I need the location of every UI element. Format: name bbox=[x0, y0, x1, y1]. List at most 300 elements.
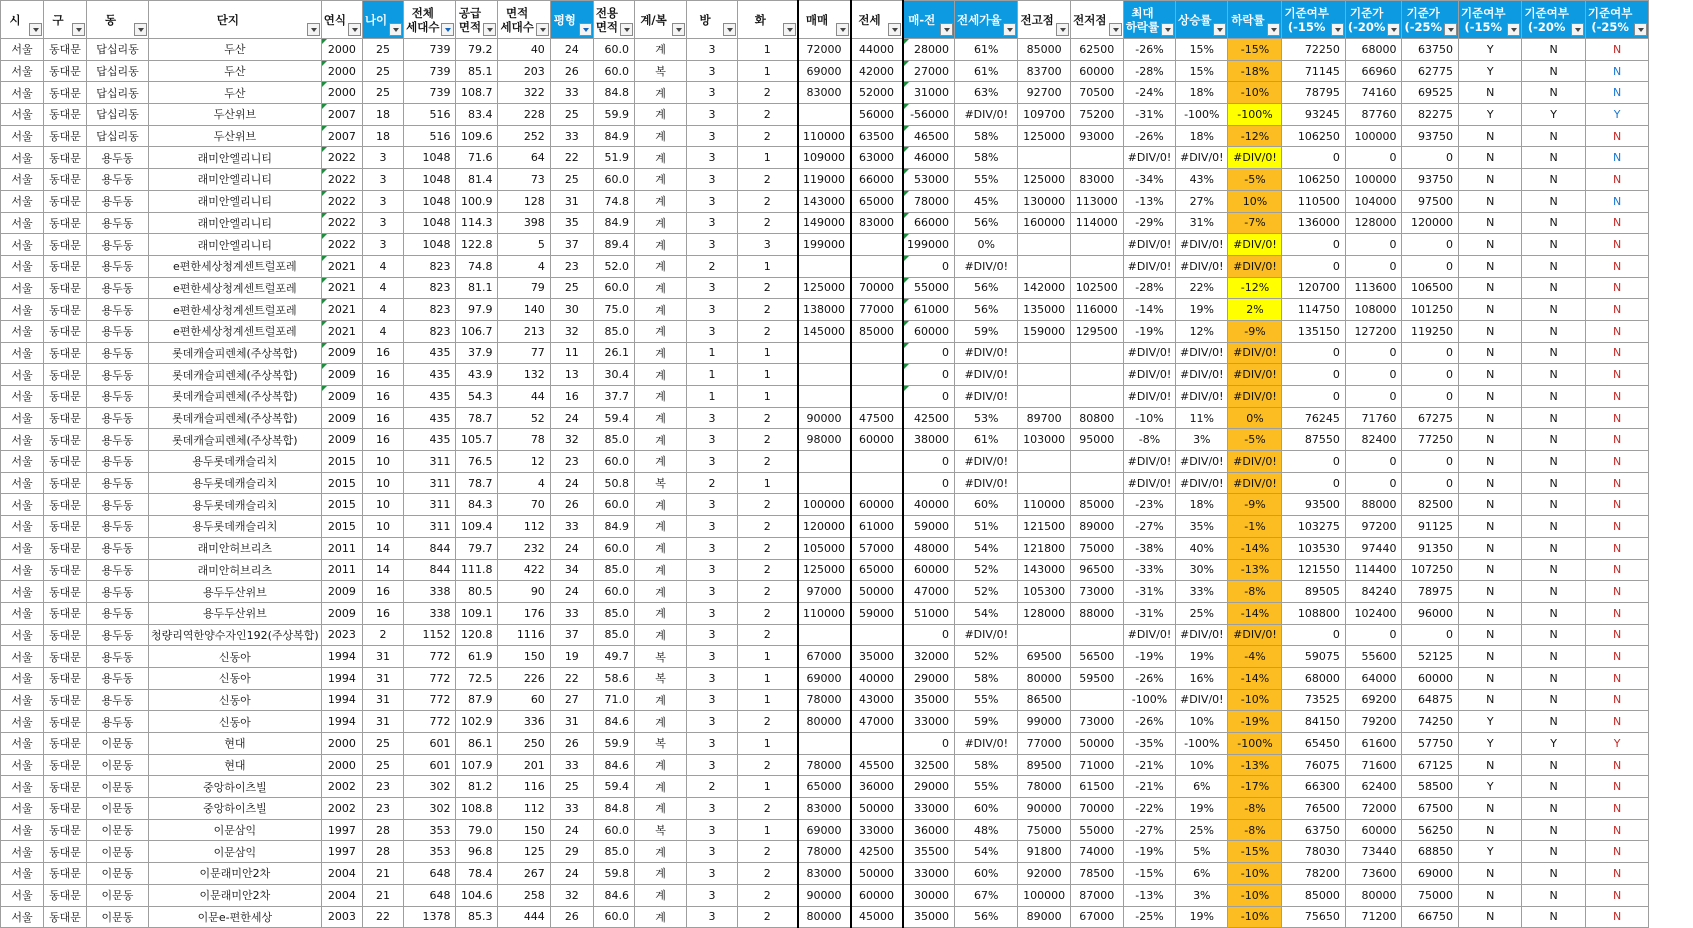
cell[interactable]: 22 bbox=[362, 906, 403, 928]
cell[interactable]: N bbox=[1522, 689, 1585, 711]
cell[interactable]: 228 bbox=[498, 104, 550, 126]
cell[interactable]: 동대문 bbox=[44, 320, 87, 342]
cell[interactable]: 2 bbox=[738, 82, 798, 104]
cell[interactable]: 신동아 bbox=[149, 646, 322, 668]
cell[interactable]: 45500 bbox=[851, 754, 903, 776]
cell[interactable]: 73 bbox=[498, 169, 550, 191]
cell[interactable]: 0 bbox=[903, 255, 955, 277]
cell[interactable]: N bbox=[1459, 624, 1522, 646]
cell[interactable]: 용두동 bbox=[87, 711, 149, 733]
cell[interactable]: 73525 bbox=[1282, 689, 1345, 711]
cell[interactable]: 동대문 bbox=[44, 212, 87, 234]
cell[interactable]: 87760 bbox=[1345, 104, 1402, 126]
cell[interactable]: 71.0 bbox=[593, 689, 634, 711]
cell[interactable]: 69525 bbox=[1402, 82, 1459, 104]
cell[interactable]: 42000 bbox=[851, 60, 903, 82]
cell[interactable]: 74160 bbox=[1345, 82, 1402, 104]
cell[interactable]: 6% bbox=[1176, 776, 1228, 798]
cell[interactable]: 14 bbox=[362, 559, 403, 581]
cell[interactable]: 19% bbox=[1176, 906, 1228, 928]
cell[interactable]: 61000 bbox=[903, 299, 955, 321]
cell[interactable]: 199000 bbox=[798, 234, 851, 256]
cell[interactable]: 30000 bbox=[903, 884, 955, 906]
cell[interactable]: 338 bbox=[404, 602, 456, 624]
cell[interactable]: -35% bbox=[1123, 733, 1175, 755]
cell[interactable]: 서울 bbox=[1, 711, 44, 733]
cell[interactable]: 31 bbox=[550, 190, 593, 212]
cell[interactable]: 2022 bbox=[321, 147, 362, 169]
cell[interactable]: 3 bbox=[687, 624, 738, 646]
column-header[interactable] bbox=[1176, 1, 1228, 39]
cell[interactable]: 109000 bbox=[798, 147, 851, 169]
cell[interactable]: 서울 bbox=[1, 776, 44, 798]
cell[interactable]: 82275 bbox=[1402, 104, 1459, 126]
cell[interactable]: 18% bbox=[1176, 494, 1228, 516]
cell[interactable]: 73000 bbox=[1070, 711, 1123, 733]
cell[interactable]: 0 bbox=[1402, 472, 1459, 494]
cell[interactable]: N bbox=[1522, 451, 1585, 473]
cell[interactable]: 101250 bbox=[1402, 299, 1459, 321]
cell[interactable]: -19% bbox=[1228, 711, 1282, 733]
cell[interactable]: #DIV/0! bbox=[1176, 255, 1228, 277]
cell[interactable]: 112 bbox=[498, 516, 550, 538]
cell[interactable]: N bbox=[1459, 386, 1522, 408]
filter-dropdown-icon[interactable] bbox=[307, 23, 320, 36]
cell[interactable]: 43.9 bbox=[456, 364, 498, 386]
cell[interactable]: N bbox=[1585, 689, 1648, 711]
cell[interactable]: -15% bbox=[1228, 841, 1282, 863]
cell[interactable]: 55600 bbox=[1345, 646, 1402, 668]
cell[interactable]: 143000 bbox=[798, 190, 851, 212]
cell[interactable]: 311 bbox=[404, 451, 456, 473]
cell[interactable]: 122.8 bbox=[456, 234, 498, 256]
cell[interactable]: 59500 bbox=[1070, 667, 1123, 689]
cell[interactable]: 0 bbox=[1282, 255, 1345, 277]
cell[interactable]: 이문동 bbox=[87, 863, 149, 885]
cell[interactable]: 69500 bbox=[1018, 646, 1070, 668]
cell[interactable]: 26 bbox=[550, 733, 593, 755]
cell[interactable]: 1 bbox=[738, 342, 798, 364]
cell[interactable]: 102400 bbox=[1345, 602, 1402, 624]
cell[interactable]: 1 bbox=[738, 689, 798, 711]
cell[interactable] bbox=[1070, 147, 1123, 169]
cell[interactable]: 24 bbox=[550, 39, 593, 61]
cell[interactable]: 78.7 bbox=[456, 407, 498, 429]
cell[interactable] bbox=[798, 255, 851, 277]
cell[interactable]: 25 bbox=[550, 104, 593, 126]
cell[interactable]: 107250 bbox=[1402, 559, 1459, 581]
cell[interactable]: N bbox=[1522, 884, 1585, 906]
cell[interactable]: -31% bbox=[1123, 581, 1175, 603]
cell[interactable]: 105000 bbox=[798, 537, 851, 559]
cell[interactable]: 3 bbox=[687, 60, 738, 82]
cell[interactable]: N bbox=[1522, 342, 1585, 364]
cell[interactable]: 2002 bbox=[321, 776, 362, 798]
cell[interactable]: 동대문 bbox=[44, 494, 87, 516]
cell[interactable]: 93000 bbox=[1070, 125, 1123, 147]
cell[interactable]: 복 bbox=[635, 667, 687, 689]
cell[interactable]: 60000 bbox=[903, 320, 955, 342]
cell[interactable]: 93750 bbox=[1402, 125, 1459, 147]
cell[interactable]: 2022 bbox=[321, 234, 362, 256]
cell[interactable] bbox=[1018, 342, 1070, 364]
cell[interactable]: N bbox=[1585, 863, 1648, 885]
cell[interactable]: 10 bbox=[362, 451, 403, 473]
cell[interactable]: 용두동 bbox=[87, 494, 149, 516]
cell[interactable]: #DIV/0! bbox=[1228, 147, 1282, 169]
cell[interactable]: 2022 bbox=[321, 212, 362, 234]
cell[interactable]: 125000 bbox=[798, 277, 851, 299]
cell[interactable]: 계 bbox=[635, 342, 687, 364]
cell[interactable]: 2000 bbox=[321, 82, 362, 104]
cell[interactable]: 서울 bbox=[1, 190, 44, 212]
cell[interactable]: N bbox=[1522, 646, 1585, 668]
cell[interactable]: 54% bbox=[955, 537, 1018, 559]
cell[interactable]: 435 bbox=[404, 386, 456, 408]
cell[interactable]: -13% bbox=[1123, 190, 1175, 212]
cell[interactable]: N bbox=[1459, 472, 1522, 494]
cell[interactable]: N bbox=[1459, 667, 1522, 689]
cell[interactable]: 51% bbox=[955, 516, 1018, 538]
cell[interactable]: 15% bbox=[1176, 39, 1228, 61]
cell[interactable]: 85.0 bbox=[593, 624, 634, 646]
cell[interactable]: N bbox=[1459, 429, 1522, 451]
cell[interactable]: 213 bbox=[498, 320, 550, 342]
cell[interactable]: 계 bbox=[635, 798, 687, 820]
cell[interactable]: -5% bbox=[1228, 169, 1282, 191]
cell[interactable]: 용두동 bbox=[87, 667, 149, 689]
cell[interactable]: 계 bbox=[635, 169, 687, 191]
cell[interactable]: N bbox=[1459, 407, 1522, 429]
cell[interactable]: 동대문 bbox=[44, 776, 87, 798]
cell[interactable]: 서울 bbox=[1, 624, 44, 646]
cell[interactable]: 서울 bbox=[1, 234, 44, 256]
cell[interactable]: 823 bbox=[404, 255, 456, 277]
cell[interactable]: Y bbox=[1522, 733, 1585, 755]
cell[interactable]: 16 bbox=[362, 342, 403, 364]
cell[interactable]: 648 bbox=[404, 884, 456, 906]
cell[interactable]: 용두동 bbox=[87, 234, 149, 256]
cell[interactable]: 1 bbox=[738, 776, 798, 798]
cell[interactable]: N bbox=[1585, 559, 1648, 581]
cell[interactable]: 35000 bbox=[903, 689, 955, 711]
cell[interactable]: 60.0 bbox=[593, 39, 634, 61]
cell[interactable]: 250 bbox=[498, 733, 550, 755]
cell[interactable]: 0 bbox=[1402, 451, 1459, 473]
cell[interactable]: 88000 bbox=[1070, 602, 1123, 624]
cell[interactable]: 25% bbox=[1176, 819, 1228, 841]
cell[interactable]: N bbox=[1585, 147, 1648, 169]
cell[interactable]: 2 bbox=[738, 516, 798, 538]
column-header[interactable] bbox=[1585, 1, 1648, 39]
cell[interactable]: N bbox=[1585, 884, 1648, 906]
cell[interactable]: N bbox=[1522, 863, 1585, 885]
cell[interactable]: 용두동 bbox=[87, 689, 149, 711]
cell[interactable]: #DIV/0! bbox=[1123, 451, 1175, 473]
cell[interactable]: 33 bbox=[550, 754, 593, 776]
cell[interactable]: 31 bbox=[362, 689, 403, 711]
column-header[interactable] bbox=[1018, 1, 1070, 39]
cell[interactable]: -19% bbox=[1123, 646, 1175, 668]
cell[interactable]: Y bbox=[1459, 60, 1522, 82]
cell[interactable]: 24 bbox=[550, 581, 593, 603]
cell[interactable]: 이문동 bbox=[87, 906, 149, 928]
cell[interactable]: 2 bbox=[738, 169, 798, 191]
cell[interactable]: 답십리동 bbox=[87, 125, 149, 147]
cell[interactable]: N bbox=[1459, 906, 1522, 928]
cell[interactable]: #DIV/0! bbox=[1176, 472, 1228, 494]
cell[interactable]: 33 bbox=[550, 82, 593, 104]
cell[interactable]: -8% bbox=[1228, 798, 1282, 820]
cell[interactable]: 2 bbox=[738, 841, 798, 863]
cell[interactable]: 계 bbox=[635, 82, 687, 104]
cell[interactable]: -14% bbox=[1123, 299, 1175, 321]
filter-dropdown-icon[interactable] bbox=[1507, 23, 1520, 36]
cell[interactable]: 322 bbox=[498, 82, 550, 104]
cell[interactable]: 60000 bbox=[1070, 60, 1123, 82]
cell[interactable]: #DIV/0! bbox=[955, 472, 1018, 494]
cell[interactable]: 계 bbox=[635, 776, 687, 798]
cell[interactable]: 2009 bbox=[321, 364, 362, 386]
cell[interactable]: -8% bbox=[1228, 819, 1282, 841]
cell[interactable]: 33 bbox=[550, 602, 593, 624]
cell[interactable]: 25 bbox=[362, 82, 403, 104]
cell[interactable]: 서울 bbox=[1, 689, 44, 711]
cell[interactable]: N bbox=[1585, 667, 1648, 689]
cell[interactable]: 51000 bbox=[903, 602, 955, 624]
cell[interactable]: 2022 bbox=[321, 190, 362, 212]
cell[interactable]: 19% bbox=[1176, 646, 1228, 668]
cell[interactable]: 계 bbox=[635, 277, 687, 299]
cell[interactable]: 84240 bbox=[1345, 581, 1402, 603]
cell[interactable]: 2009 bbox=[321, 342, 362, 364]
cell[interactable]: 1048 bbox=[404, 147, 456, 169]
cell[interactable]: 동대문 bbox=[44, 125, 87, 147]
cell[interactable]: 87550 bbox=[1282, 429, 1345, 451]
cell[interactable]: N bbox=[1459, 320, 1522, 342]
cell[interactable]: 2 bbox=[738, 190, 798, 212]
cell[interactable]: 두산 bbox=[149, 60, 322, 82]
cell[interactable]: 201 bbox=[498, 754, 550, 776]
column-header[interactable] bbox=[1228, 1, 1282, 39]
cell[interactable]: 1 bbox=[738, 819, 798, 841]
cell[interactable]: 60000 bbox=[1345, 819, 1402, 841]
cell[interactable]: 동대문 bbox=[44, 602, 87, 624]
cell[interactable]: 두산 bbox=[149, 39, 322, 61]
cell[interactable]: 55000 bbox=[903, 277, 955, 299]
cell[interactable]: 2 bbox=[738, 125, 798, 147]
cell[interactable]: 75650 bbox=[1282, 906, 1345, 928]
cell[interactable]: N bbox=[1459, 754, 1522, 776]
cell[interactable]: 서울 bbox=[1, 819, 44, 841]
cell[interactable]: 108.7 bbox=[456, 82, 498, 104]
cell[interactable]: #DIV/0! bbox=[1228, 472, 1282, 494]
cell[interactable]: 동대문 bbox=[44, 667, 87, 689]
cell[interactable]: N bbox=[1459, 147, 1522, 169]
cell[interactable]: 772 bbox=[404, 711, 456, 733]
filter-dropdown-icon[interactable] bbox=[348, 23, 361, 36]
cell[interactable]: -29% bbox=[1123, 212, 1175, 234]
cell[interactable]: 96000 bbox=[1402, 602, 1459, 624]
cell[interactable]: N bbox=[1522, 299, 1585, 321]
cell[interactable]: 47000 bbox=[903, 581, 955, 603]
cell[interactable]: N bbox=[1459, 212, 1522, 234]
cell[interactable]: 동대문 bbox=[44, 190, 87, 212]
cell[interactable]: 서울 bbox=[1, 602, 44, 624]
cell[interactable]: 113600 bbox=[1345, 277, 1402, 299]
cell[interactable]: 90000 bbox=[798, 407, 851, 429]
cell[interactable]: 64875 bbox=[1402, 689, 1459, 711]
cell[interactable]: N bbox=[1585, 39, 1648, 61]
cell[interactable]: 336 bbox=[498, 711, 550, 733]
cell[interactable] bbox=[851, 255, 903, 277]
cell[interactable]: 계 bbox=[635, 212, 687, 234]
column-header[interactable] bbox=[404, 1, 456, 39]
cell[interactable]: -9% bbox=[1228, 320, 1282, 342]
cell[interactable]: 55000 bbox=[1070, 819, 1123, 841]
column-header[interactable] bbox=[851, 1, 903, 39]
cell[interactable]: 50000 bbox=[851, 581, 903, 603]
cell[interactable]: 3 bbox=[687, 819, 738, 841]
cell[interactable]: N bbox=[1585, 299, 1648, 321]
cell[interactable]: 25 bbox=[550, 776, 593, 798]
cell[interactable]: 32000 bbox=[903, 646, 955, 668]
cell[interactable]: 0 bbox=[1345, 234, 1402, 256]
cell[interactable]: 33 bbox=[550, 516, 593, 538]
cell[interactable]: -10% bbox=[1228, 82, 1282, 104]
cell[interactable]: 1 bbox=[687, 386, 738, 408]
cell[interactable]: N bbox=[1522, 255, 1585, 277]
cell[interactable]: e편한세상청계센트럴포레 bbox=[149, 320, 322, 342]
column-header[interactable] bbox=[550, 1, 593, 39]
filter-dropdown-icon[interactable] bbox=[888, 23, 901, 36]
cell[interactable]: 31 bbox=[362, 711, 403, 733]
cell[interactable]: 88000 bbox=[1345, 494, 1402, 516]
cell[interactable]: -10% bbox=[1228, 884, 1282, 906]
cell[interactable]: 85000 bbox=[1070, 494, 1123, 516]
cell[interactable]: 답십리동 bbox=[87, 82, 149, 104]
cell[interactable]: 114400 bbox=[1345, 559, 1402, 581]
cell[interactable]: 계 bbox=[635, 386, 687, 408]
cell[interactable]: 69000 bbox=[798, 60, 851, 82]
filter-dropdown-icon[interactable] bbox=[536, 23, 549, 36]
cell[interactable]: 435 bbox=[404, 429, 456, 451]
cell[interactable]: 48000 bbox=[903, 537, 955, 559]
cell[interactable]: 34 bbox=[550, 559, 593, 581]
cell[interactable]: 97500 bbox=[1402, 190, 1459, 212]
cell[interactable]: 계 bbox=[635, 39, 687, 61]
cell[interactable]: 38000 bbox=[903, 429, 955, 451]
cell[interactable]: N bbox=[1522, 190, 1585, 212]
cell[interactable]: 64 bbox=[498, 147, 550, 169]
cell[interactable]: 계 bbox=[635, 451, 687, 473]
cell[interactable]: 용두동 bbox=[87, 299, 149, 321]
cell[interactable]: N bbox=[1585, 212, 1648, 234]
cell[interactable]: N bbox=[1522, 147, 1585, 169]
cell[interactable]: 0 bbox=[903, 451, 955, 473]
cell[interactable]: 56500 bbox=[1070, 646, 1123, 668]
cell[interactable]: 84.6 bbox=[593, 884, 634, 906]
cell[interactable]: 동대문 bbox=[44, 906, 87, 928]
cell[interactable]: 이문동 bbox=[87, 841, 149, 863]
cell[interactable]: 62775 bbox=[1402, 60, 1459, 82]
cell[interactable]: N bbox=[1459, 277, 1522, 299]
cell[interactable]: 래미안허브리츠 bbox=[149, 537, 322, 559]
cell[interactable]: 10% bbox=[1176, 754, 1228, 776]
cell[interactable]: 2 bbox=[738, 104, 798, 126]
cell[interactable]: 24 bbox=[550, 537, 593, 559]
cell[interactable]: N bbox=[1459, 798, 1522, 820]
cell[interactable]: 85000 bbox=[1282, 884, 1345, 906]
cell[interactable]: 62400 bbox=[1345, 776, 1402, 798]
cell[interactable]: 3 bbox=[687, 733, 738, 755]
cell[interactable]: 56% bbox=[955, 299, 1018, 321]
filter-active-icon[interactable] bbox=[579, 23, 592, 36]
cell[interactable]: 128000 bbox=[1345, 212, 1402, 234]
cell[interactable]: 59075 bbox=[1282, 646, 1345, 668]
cell[interactable] bbox=[798, 342, 851, 364]
cell[interactable]: 1997 bbox=[321, 819, 362, 841]
cell[interactable]: 267 bbox=[498, 863, 550, 885]
cell[interactable]: #DIV/0! bbox=[1228, 386, 1282, 408]
cell[interactable]: 47500 bbox=[851, 407, 903, 429]
cell[interactable]: N bbox=[1522, 125, 1585, 147]
cell[interactable]: 29000 bbox=[903, 667, 955, 689]
cell[interactable]: 10 bbox=[362, 494, 403, 516]
cell[interactable] bbox=[1070, 342, 1123, 364]
cell[interactable]: 2 bbox=[738, 581, 798, 603]
cell[interactable]: 복 bbox=[635, 60, 687, 82]
cell[interactable]: 3 bbox=[687, 559, 738, 581]
cell[interactable]: 신동아 bbox=[149, 711, 322, 733]
cell[interactable]: N bbox=[1585, 364, 1648, 386]
cell[interactable]: 2003 bbox=[321, 906, 362, 928]
cell[interactable]: 648 bbox=[404, 863, 456, 885]
cell[interactable]: 동대문 bbox=[44, 451, 87, 473]
cell[interactable]: N bbox=[1585, 798, 1648, 820]
cell[interactable]: 89505 bbox=[1282, 581, 1345, 603]
cell[interactable]: 120000 bbox=[1402, 212, 1459, 234]
column-header[interactable] bbox=[738, 1, 798, 39]
cell[interactable]: 60000 bbox=[851, 494, 903, 516]
cell[interactable]: 70000 bbox=[1070, 798, 1123, 820]
cell[interactable]: 계 bbox=[635, 299, 687, 321]
cell[interactable]: 125000 bbox=[798, 559, 851, 581]
cell[interactable]: 71000 bbox=[1070, 754, 1123, 776]
cell[interactable]: 109700 bbox=[1018, 104, 1070, 126]
cell[interactable]: 두산위브 bbox=[149, 104, 322, 126]
cell[interactable]: 61.9 bbox=[456, 646, 498, 668]
cell[interactable]: 2 bbox=[738, 277, 798, 299]
cell[interactable]: #DIV/0! bbox=[1123, 364, 1175, 386]
cell[interactable]: 42500 bbox=[851, 841, 903, 863]
cell[interactable]: 22 bbox=[550, 667, 593, 689]
cell[interactable]: 69000 bbox=[1402, 863, 1459, 885]
cell[interactable]: 3 bbox=[687, 39, 738, 61]
cell[interactable]: 계 bbox=[635, 884, 687, 906]
cell[interactable] bbox=[1070, 364, 1123, 386]
cell[interactable]: 70000 bbox=[851, 277, 903, 299]
cell[interactable]: 42500 bbox=[903, 407, 955, 429]
cell[interactable]: 90 bbox=[498, 581, 550, 603]
cell[interactable]: 2 bbox=[362, 624, 403, 646]
column-header[interactable] bbox=[1522, 1, 1585, 39]
cell[interactable]: 85000 bbox=[1018, 39, 1070, 61]
cell[interactable]: 31000 bbox=[903, 82, 955, 104]
cell[interactable] bbox=[798, 364, 851, 386]
cell[interactable]: 56% bbox=[955, 277, 1018, 299]
cell[interactable]: 79.2 bbox=[456, 39, 498, 61]
